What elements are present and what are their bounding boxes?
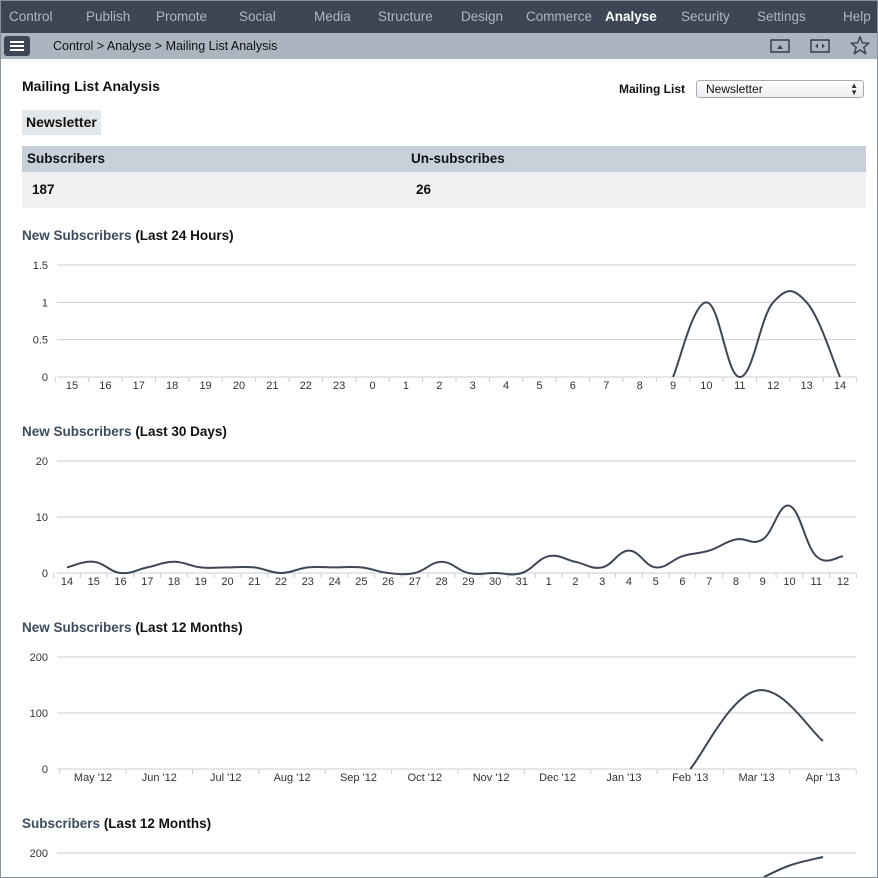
x-tick-label: 31 bbox=[515, 576, 529, 588]
top-navigation bbox=[1, 1, 878, 33]
x-tick-label: 5 bbox=[536, 380, 543, 392]
x-tick-label: 2 bbox=[436, 380, 443, 392]
x-tick-label: 16 bbox=[114, 576, 127, 588]
secondary-toolbar bbox=[1, 33, 878, 59]
x-tick-label: 11 bbox=[810, 576, 822, 588]
mailing-list-select[interactable] bbox=[696, 80, 864, 98]
section-title-12m bbox=[22, 620, 243, 635]
x-tick-label: 26 bbox=[381, 576, 395, 588]
section-title-main: New Subscribers bbox=[22, 424, 132, 439]
x-tick-label: 20 bbox=[221, 576, 234, 588]
x-tick-label: Apr '13 bbox=[805, 772, 841, 784]
x-tick-label: 4 bbox=[503, 380, 510, 392]
select-arrows-icon: ▲ ▼ bbox=[850, 81, 858, 97]
section-title-suffix: (Last 24 Hours) bbox=[135, 228, 234, 243]
section-title-suffix: (Last 30 Days) bbox=[135, 424, 227, 439]
nav-item-commerce[interactable]: Commerce bbox=[526, 9, 593, 24]
page-title: Mailing List Analysis bbox=[22, 78, 160, 94]
x-tick-label: 30 bbox=[489, 576, 502, 588]
x-tick-label: 19 bbox=[194, 576, 207, 588]
x-tick-label: Aug '12 bbox=[273, 772, 311, 784]
x-tick-label: Mar '13 bbox=[738, 772, 775, 784]
mailing-list-selected-value: Newsletter bbox=[706, 82, 763, 96]
x-tick-label: 17 bbox=[132, 380, 145, 392]
y-tick-label: 200 bbox=[29, 652, 48, 664]
series-line bbox=[764, 857, 823, 877]
section-title-main: New Subscribers bbox=[22, 228, 132, 243]
series-line bbox=[690, 690, 823, 769]
unsubscribes-count: 26 bbox=[416, 182, 432, 197]
series-line bbox=[673, 291, 840, 377]
series-line bbox=[67, 506, 843, 575]
x-tick-label: 13 bbox=[800, 380, 813, 392]
x-tick-label: Jun '12 bbox=[141, 772, 177, 784]
y-tick-label: 1 bbox=[41, 297, 48, 310]
x-tick-label: 27 bbox=[408, 576, 421, 588]
y-tick-label: 0 bbox=[41, 764, 48, 776]
x-tick-label: 18 bbox=[167, 576, 181, 588]
nav-item-publish[interactable]: Publish bbox=[86, 9, 131, 24]
x-tick-label: 7 bbox=[706, 576, 713, 588]
y-tick-label: 0.5 bbox=[32, 334, 48, 347]
x-tick-label: 14 bbox=[60, 576, 74, 588]
x-tick-label: 15 bbox=[65, 380, 79, 392]
x-tick-label: 29 bbox=[462, 576, 475, 588]
section-title-main: New Subscribers bbox=[22, 620, 132, 635]
x-tick-label: 17 bbox=[141, 576, 154, 588]
x-tick-label: Feb '13 bbox=[672, 772, 709, 784]
x-tick-label: Nov '12 bbox=[472, 772, 510, 784]
nav-item-design[interactable]: Design bbox=[461, 9, 504, 24]
x-tick-label: Oct '12 bbox=[407, 772, 443, 784]
x-tick-label: 25 bbox=[355, 576, 368, 588]
section-title-main: Subscribers bbox=[22, 816, 101, 831]
star-icon[interactable] bbox=[849, 35, 871, 57]
chart-new-subscribers-30d bbox=[1, 447, 878, 597]
x-tick-label: 16 bbox=[99, 380, 112, 392]
subscribers-header: Subscribers bbox=[27, 151, 106, 166]
nav-item-help[interactable]: Help bbox=[843, 9, 871, 24]
x-tick-label: Dec '12 bbox=[539, 772, 577, 784]
x-tick-label: 2 bbox=[572, 576, 579, 588]
y-tick-label: 0 bbox=[41, 568, 48, 580]
x-tick-label: 10 bbox=[700, 380, 713, 392]
section-title-24h bbox=[22, 228, 234, 243]
nav-item-structure[interactable]: Structure bbox=[378, 9, 433, 24]
x-tick-label: 12 bbox=[767, 380, 780, 392]
nav-item-media[interactable]: Media bbox=[314, 9, 351, 24]
x-tick-label: 7 bbox=[603, 380, 610, 392]
x-tick-label: 9 bbox=[759, 576, 766, 588]
x-tick-label: 12 bbox=[836, 576, 850, 588]
section-title-30d bbox=[22, 424, 227, 439]
x-tick-label: 1 bbox=[545, 576, 552, 588]
stats-table bbox=[22, 146, 866, 208]
x-tick-label: 5 bbox=[652, 576, 659, 588]
nav-item-analyse[interactable]: Analyse bbox=[605, 9, 657, 24]
x-tick-label: 23 bbox=[333, 380, 346, 392]
x-tick-label: 6 bbox=[569, 380, 576, 392]
nav-item-control[interactable]: Control bbox=[9, 9, 53, 24]
x-tick-label: Jul '12 bbox=[210, 772, 242, 784]
x-tick-label: 19 bbox=[199, 380, 212, 392]
nav-item-security[interactable]: Security bbox=[681, 9, 730, 24]
expand-icon[interactable] bbox=[809, 37, 831, 55]
x-tick-label: 9 bbox=[669, 380, 677, 392]
x-tick-label: 8 bbox=[732, 576, 740, 588]
nav-item-settings[interactable]: Settings bbox=[757, 9, 806, 24]
subscribers-count: 187 bbox=[32, 182, 55, 197]
x-tick-label: 3 bbox=[599, 576, 606, 588]
chart-new-subscribers-24h bbox=[1, 251, 878, 401]
x-tick-label: 11 bbox=[734, 380, 746, 392]
x-tick-label: 14 bbox=[833, 380, 847, 392]
y-tick-label: 1.5 bbox=[32, 260, 48, 272]
x-tick-label: 15 bbox=[87, 576, 100, 588]
section-title-suffix: (Last 12 Months) bbox=[103, 816, 212, 831]
x-tick-label: 23 bbox=[301, 576, 314, 588]
x-tick-label: 22 bbox=[274, 576, 288, 588]
x-tick-label: Jan '13 bbox=[606, 772, 642, 784]
mailing-list-label: Mailing List bbox=[619, 82, 685, 96]
x-tick-label: 8 bbox=[636, 380, 643, 392]
section-title-subscribers-12m bbox=[22, 816, 211, 831]
x-tick-label: 18 bbox=[166, 380, 179, 392]
chart-new-subscribers-12m bbox=[1, 643, 878, 793]
section-title-suffix: (Last 12 Months) bbox=[135, 620, 243, 635]
x-tick-label: 4 bbox=[625, 576, 632, 588]
y-tick-label: 0 bbox=[41, 372, 48, 384]
hamburger-icon[interactable] bbox=[4, 36, 30, 56]
x-tick-label: 24 bbox=[328, 576, 341, 588]
y-tick-label: 200 bbox=[29, 848, 48, 860]
x-tick-label: 6 bbox=[679, 576, 686, 588]
x-tick-label: 1 bbox=[402, 380, 409, 392]
breadcrumb: Control > Analyse > Mailing List Analysis bbox=[53, 39, 278, 53]
x-tick-label: 21 bbox=[266, 380, 279, 392]
x-tick-label: 3 bbox=[469, 380, 476, 392]
x-tick-label: 20 bbox=[232, 380, 246, 392]
x-tick-label: 21 bbox=[248, 576, 261, 588]
stats-value-row bbox=[22, 172, 866, 208]
chart-subscribers-12m bbox=[1, 839, 878, 878]
x-tick-label: 28 bbox=[435, 576, 448, 588]
nav-item-promote[interactable]: Promote bbox=[156, 9, 208, 24]
x-tick-label: 22 bbox=[299, 380, 312, 392]
y-tick-label: 100 bbox=[29, 708, 48, 720]
nav-item-social[interactable]: Social bbox=[239, 9, 276, 24]
screen-icon[interactable] bbox=[769, 37, 791, 55]
x-tick-label: 10 bbox=[783, 576, 796, 588]
y-tick-label: 20 bbox=[35, 456, 48, 468]
list-name-tag: Newsletter bbox=[22, 110, 101, 135]
x-tick-label: Sep '12 bbox=[339, 772, 377, 784]
x-tick-label: 0 bbox=[369, 380, 376, 392]
x-tick-label: May '12 bbox=[73, 772, 113, 784]
unsubscribes-header: Un-subscribes bbox=[411, 151, 505, 166]
y-tick-label: 10 bbox=[35, 512, 48, 524]
